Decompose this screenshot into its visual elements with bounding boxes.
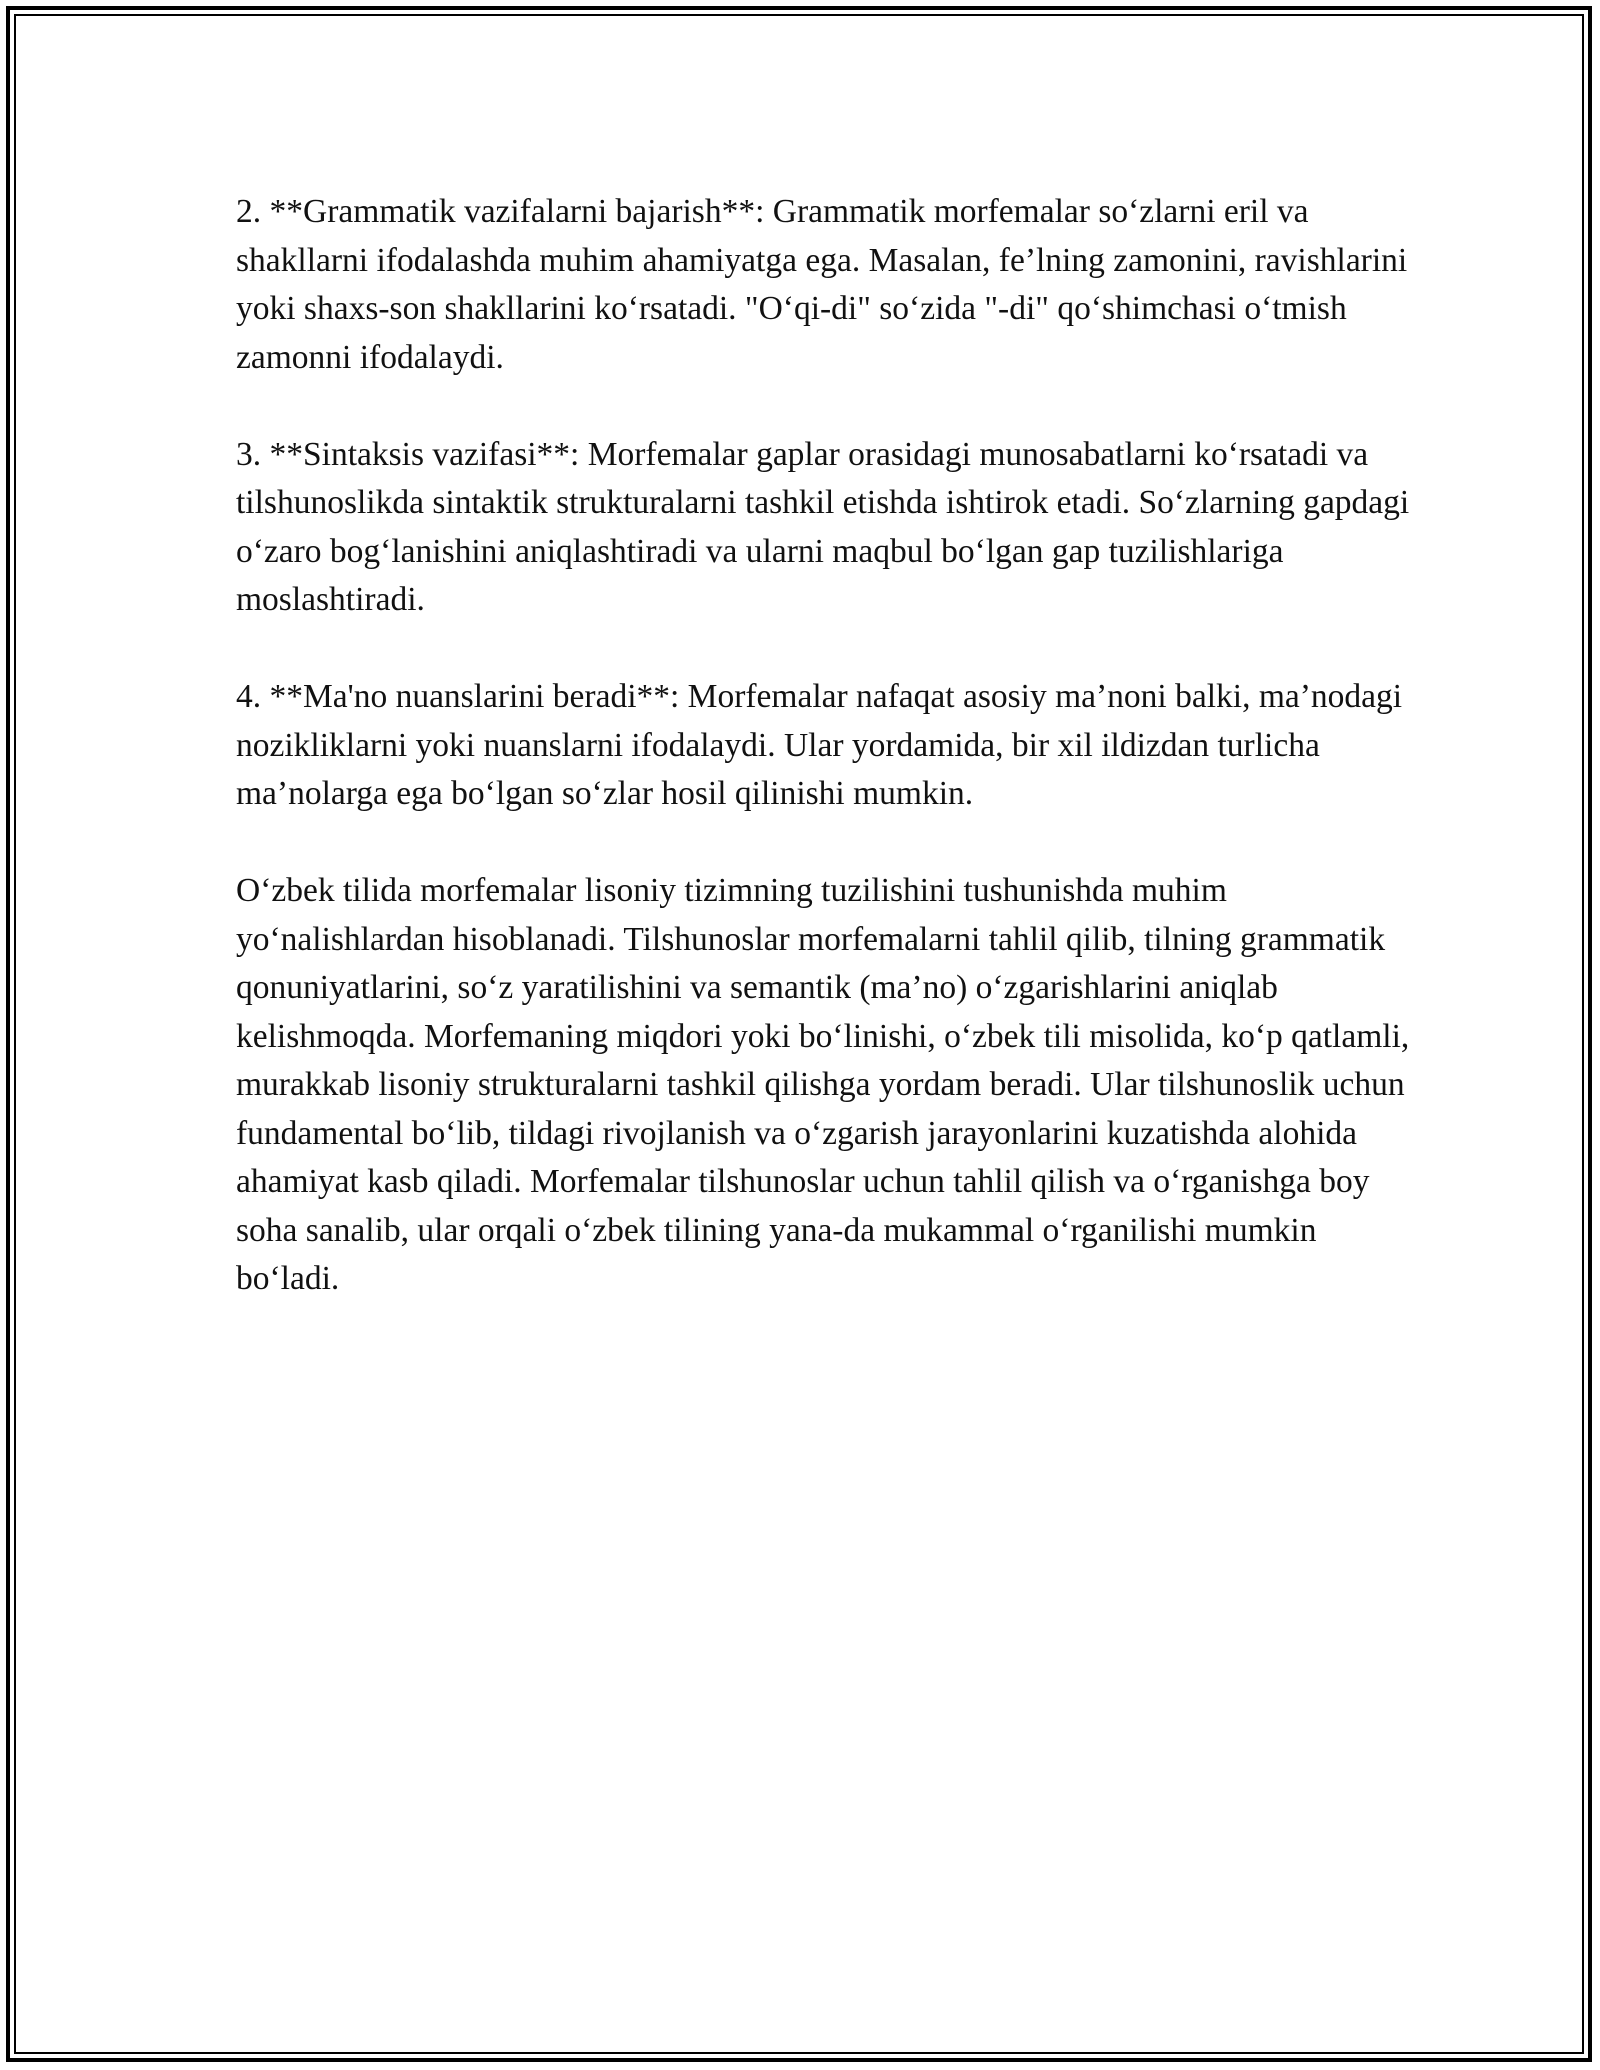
document-body (236, 188, 1416, 1352)
paragraph-conclusion: O‘zbek tilida morfemalar lisoniy tizimning tuzilishini tushunishda muhim yo‘nalishlardan hisoblanadi. Tilshunoslar morfemalarni tahlil qilib, tilning grammatik qonuniyatlarini, so‘z yaratilishini va semantik (ma’no) o‘zgarishlarini aniqlab kelishmoqda. Morfemaning miqdori yoki bo‘linishi, o‘zbek tili misolida, ko‘p qatlamli, murakkab lisoniy strukturalarni tashkil qilishga yordam beradi. Ular tilshunoslik uchun fundamental bo‘lib, tildagi rivojlanish va o‘zgarish jarayonlarini kuzatishda alohida ahamiyat kasb qiladi. Morfemalar tilshunoslar uchun tahlil qilish va o‘rganishga boy soha sanalib, ular orqali o‘zbek tilining yana-da mukammal o‘rganilishi mumkin bo‘ladi. (236, 872, 1410, 1297)
paragraph-grammatik-vazifalar: 2. **Grammatik vazifalarni bajarish**: Grammatik morfemalar so‘zlarni eril va shakllarni ifodalashda muhim ahamiyatga ega. Masalan, fe’lning zamonini, ravishlarini yoki shaxs-son shakllarini ko‘rsatadi. "O‘qi-di" so‘zida "-di" qo‘shimchasi o‘tmish zamonni ifodalaydi. (236, 193, 1408, 376)
paragraph-mano-nuanslari: 4. **Ma'no nuanslarini beradi**: Morfemalar nafaqat asosiy ma’noni balki, ma’nodagi nozikliklarni yoki nuanslarni ifodalaydi. Ular yordamida, bir xil ildizdan turlicha ma’nolarga ega bo‘lgan so‘zlar hosil qilinishi mumkin. (236, 678, 1403, 812)
paragraph-sintaksis-vazifasi: 3. **Sintaksis vazifasi**: Morfemalar gaplar orasidagi munosabatlarni ko‘rsatadi va tilshunoslikda sintaktik strukturalarni tashkil etishda ishtirok etadi. So‘zlarning gapdagi o‘zaro bog‘lanishini aniqlashtiradi va ularni maqbul bo‘lgan gap tuzilishlariga moslashtiradi. (236, 435, 1410, 618)
